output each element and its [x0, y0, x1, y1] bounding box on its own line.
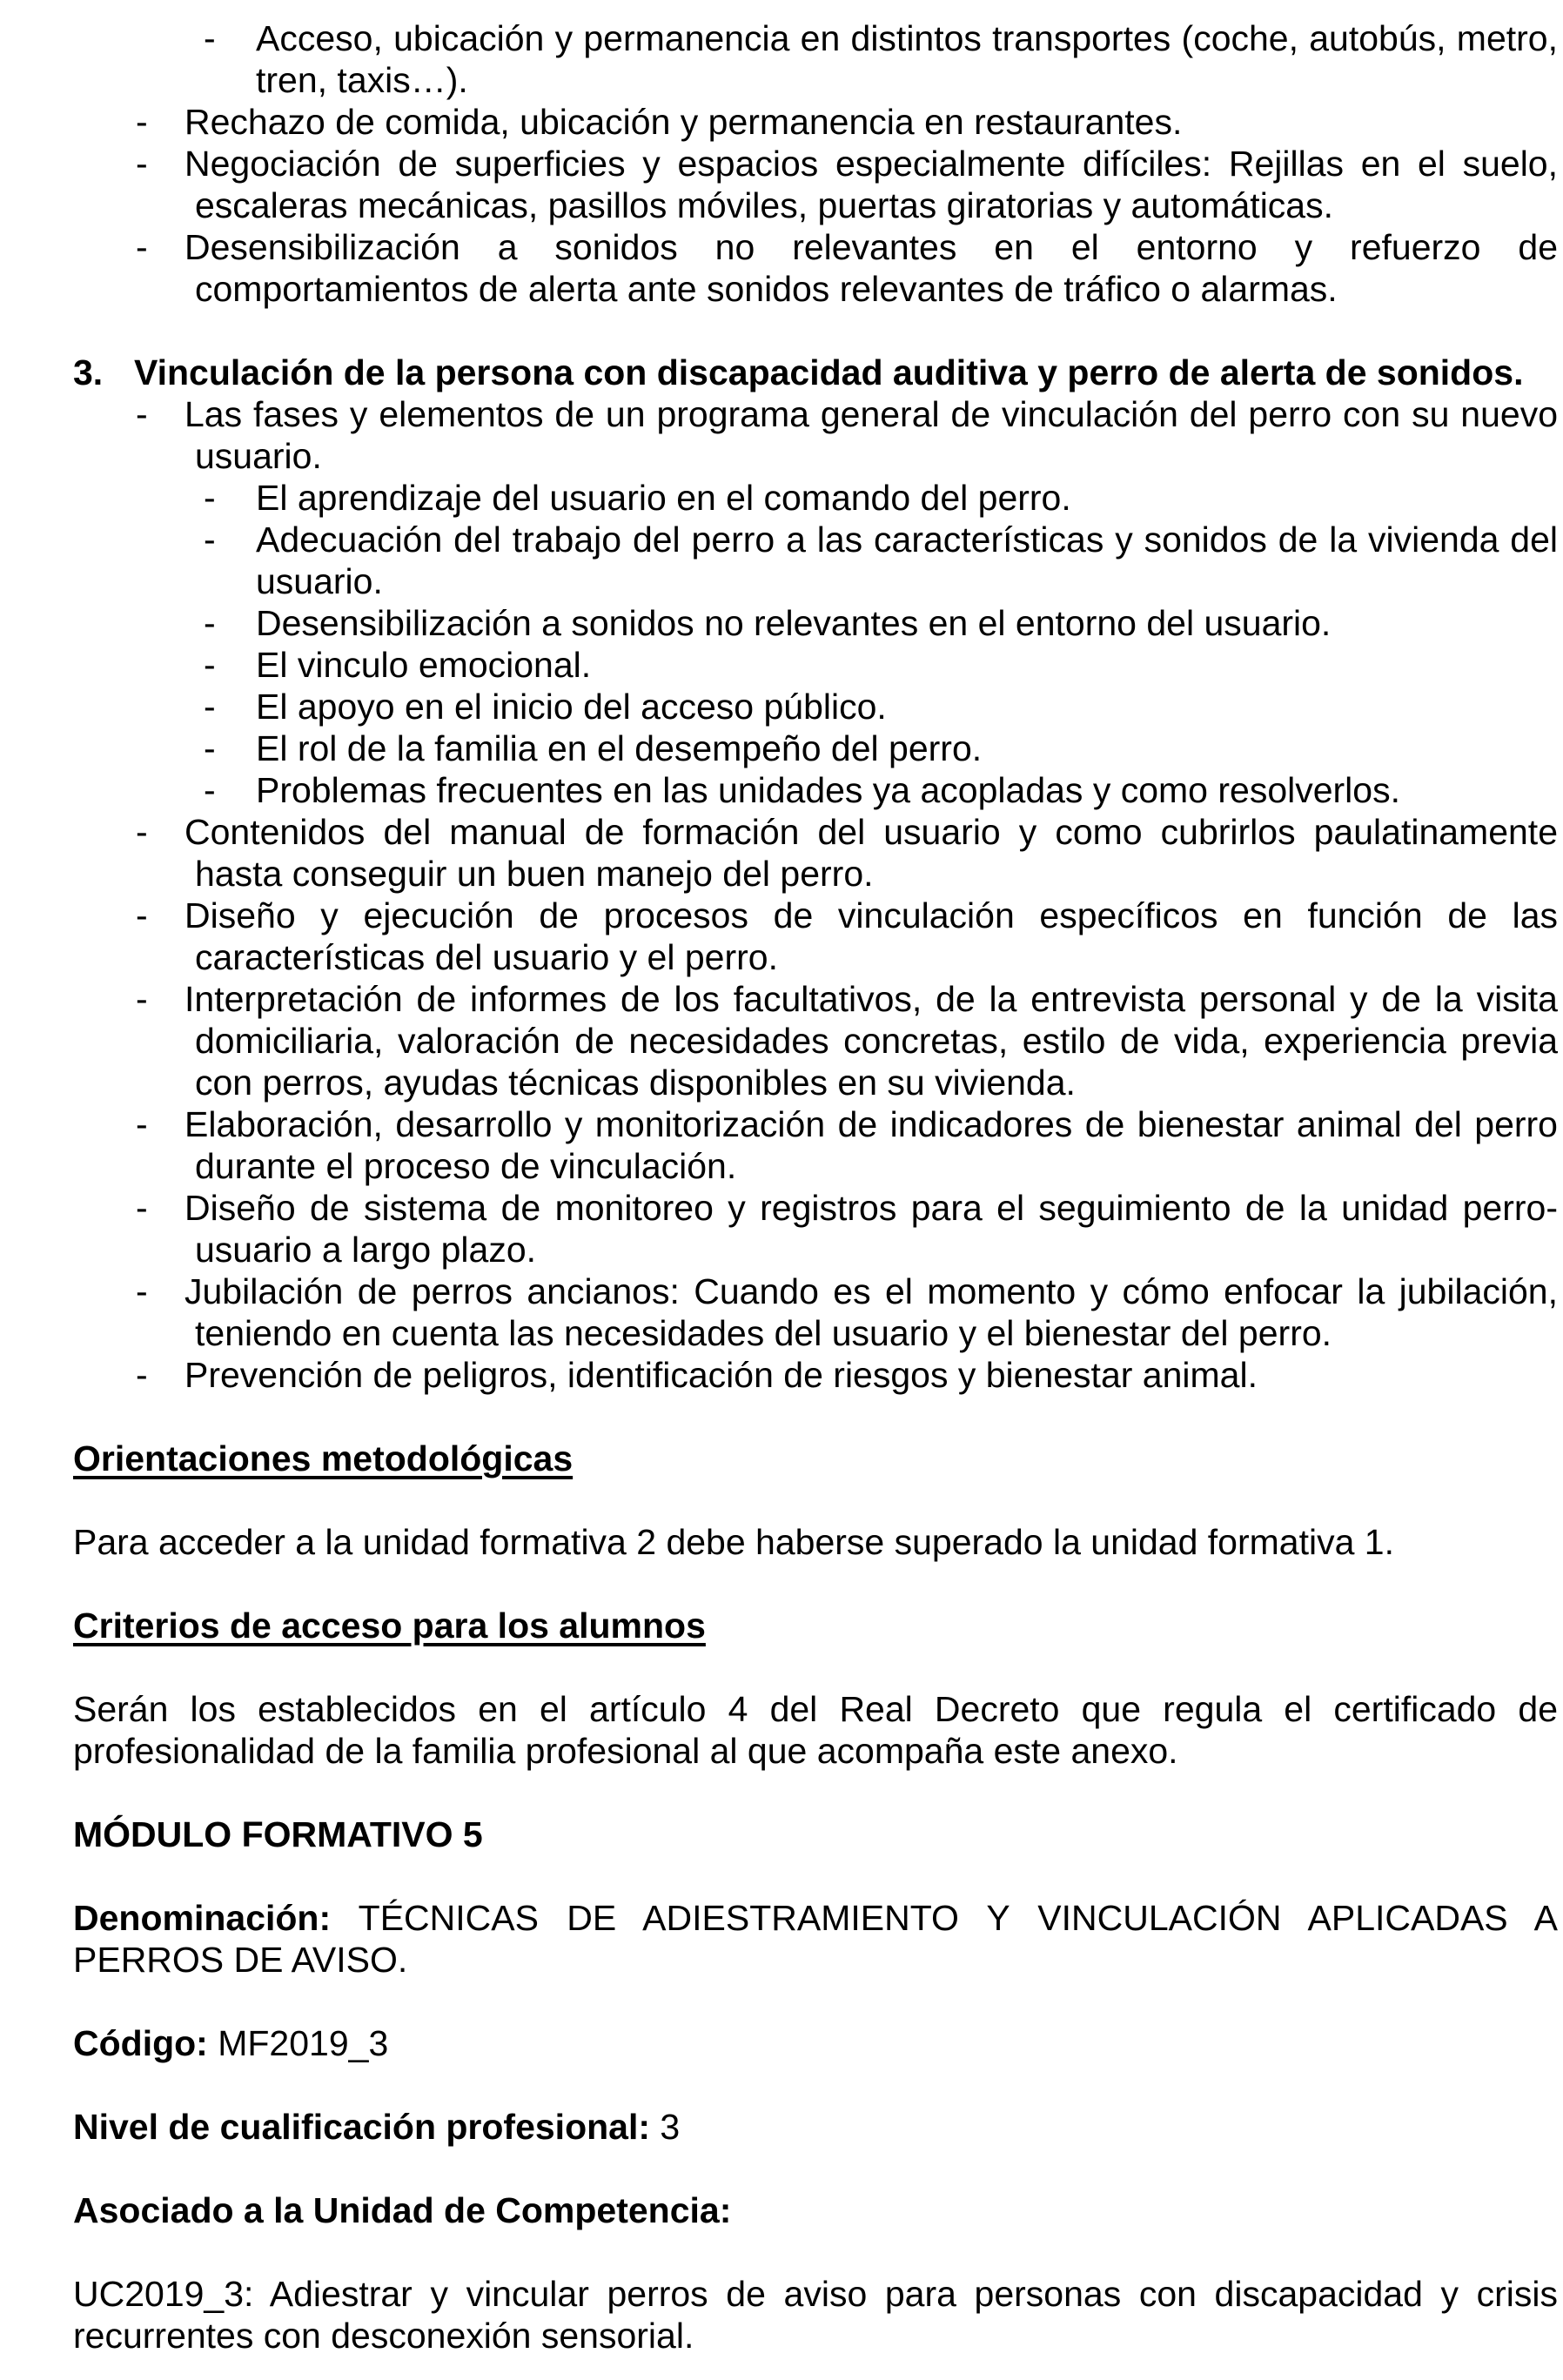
list-item: - Desensibilización a sonidos no relevantes en el entorno del usuario.: [204, 603, 1332, 643]
list-item: - Adecuación del trabajo del perro a las características y sonidos de la vivienda del usuario.: [204, 520, 1558, 601]
list-item: - Problemas frecuentes en las unidades ya acopladas y como resolverlos.: [204, 770, 1400, 810]
list-item: - El apoyo en el inicio del acceso público.: [204, 687, 887, 727]
section-3-list: [73, 393, 1558, 1396]
nivel-label: Nivel de cualificación profesional:: [73, 2107, 651, 2147]
uc-text: UC2019_3: Adiestrar y vincular perros de aviso para personas con discapacidad y crisis recurrentes con desconexión sensorial.: [73, 2274, 1558, 2356]
nivel-value: 3: [650, 2107, 681, 2147]
top-list: [73, 17, 1558, 310]
list-item: - Contenidos del manual de formación del usuario y como cubrirlos paulatinamente hasta conseguir un buen manejo del perro.: [136, 812, 1558, 894]
list-item: - Diseño y ejecución de procesos de vinculación específicos en función de las características del usuario y el perro.: [136, 895, 1558, 977]
orientaciones-heading: Orientaciones metodológicas: [73, 1438, 574, 1478]
denominacion-line: [73, 1897, 1558, 1981]
criterios-text: Serán los establecidos en el artículo 4 del Real Decreto que regula el certificado de profesionalidad de la familia profesional al que acompaña este anexo.: [73, 1689, 1558, 1771]
orientaciones-text: Para acceder a la unidad formativa 2 debe haberse superado la unidad formativa 1.: [73, 1522, 1394, 1562]
list-item: - Acceso, ubicación y permanencia en distintos transportes (coche, autobús, metro, tren, taxis…).: [204, 18, 1558, 100]
list-item: - Elaboración, desarrollo y monitorización de indicadores de bienestar animal del perro durante el proceso de vinculación.: [136, 1104, 1558, 1186]
codigo-value: MF2019_3: [207, 2023, 389, 2063]
document-page: [73, 17, 1558, 2357]
list-item: - Las fases y elementos de un programa general de vinculación del perro con su nuevo usuario.: [136, 394, 1558, 476]
list-item: - El aprendizaje del usuario en el comando del perro.: [204, 478, 1071, 518]
list-item: - Prevención de peligros, identificación de riesgos y bienestar animal.: [136, 1355, 1258, 1395]
list-item: - El vinculo emocional.: [204, 645, 592, 685]
modulo-title: MÓDULO FORMATIVO 5: [73, 1814, 483, 1854]
denominacion-label: Denominación:: [73, 1898, 332, 1938]
section-number: 3.: [73, 352, 104, 392]
section-3-title: [73, 352, 1558, 393]
section-title-text: Vinculación de la persona con discapacidad auditiva y perro de alerta de sonidos.: [134, 352, 1524, 392]
list-item: - Negociación de superficies y espacios especialmente difíciles: Rejillas en el suelo, escaleras mecánicas, pasillos móviles, puertas giratorias y automáticas.: [136, 144, 1558, 225]
criterios-heading: Criterios de acceso para los alumnos: [73, 1606, 706, 1646]
nivel-line: [73, 2106, 1558, 2148]
codigo-line: [73, 2022, 1558, 2064]
codigo-label: Código:: [73, 2023, 208, 2063]
list-item: - Jubilación de perros ancianos: Cuando es el momento y cómo enfocar la jubilación, teniendo en cuenta las necesidades del usuario y el bienestar del perro.: [136, 1271, 1558, 1353]
asociado-heading: Asociado a la Unidad de Competencia:: [73, 2190, 732, 2230]
list-item: - El rol de la familia en el desempeño del perro.: [204, 728, 983, 768]
list-item: - Desensibilización a sonidos no relevantes en el entorno y refuerzo de comportamientos de alerta ante sonidos relevantes de tráfico o alarmas.: [136, 227, 1558, 309]
list-item: - Interpretación de informes de los facultativos, de la entrevista personal y de la visita domiciliaria, valoración de necesidades concretas, estilo de vida, experiencia previa con perros, ayudas técnicas disponibles en su vivienda.: [136, 979, 1558, 1103]
list-item: - Rechazo de comida, ubicación y permanencia en restaurantes.: [136, 102, 1183, 142]
denominacion-value: TÉCNICAS DE ADIESTRAMIENTO Y VINCULACIÓN APLICADAS A PERROS DE AVISO.: [73, 1898, 1558, 1980]
list-item: - Diseño de sistema de monitoreo y registros para el seguimiento de la unidad perro-usuario a largo plazo.: [136, 1188, 1558, 1270]
